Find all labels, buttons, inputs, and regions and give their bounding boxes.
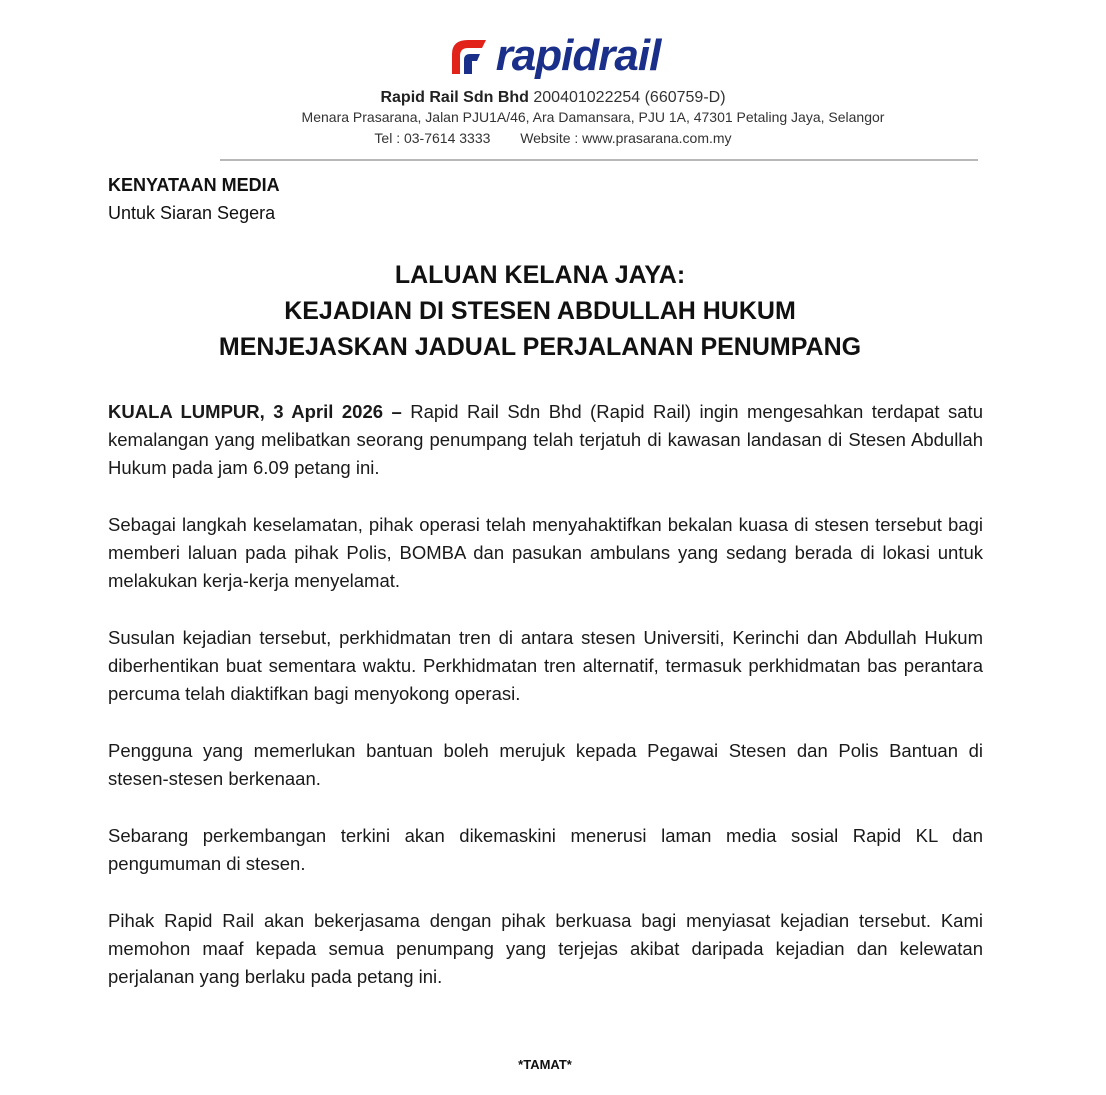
headline-line-1: LALUAN KELANA JAYA: bbox=[394, 261, 686, 289]
rapid-swoosh-icon bbox=[446, 34, 490, 78]
company-registration: 200401022254 (660759-D) bbox=[533, 89, 726, 106]
headline-line-2: KEJADIAN DI STESEN ABDULLAH HUKUM bbox=[284, 297, 796, 325]
paragraph-1-text: Rapid Rail Sdn Bhd (Rapid Rail) ingin mengesahkan terdapat satu kemalangan yang melibatkan seorang penumpang telah terjatuh di kawasan landasan di Stesen Abdullah Hukum pada jam 6.09 petang ini. bbox=[108, 401, 983, 478]
end-mark: *TAMAT* bbox=[518, 1057, 572, 1072]
paragraph-6: Pihak Rapid Rail akan bekerjasama dengan pihak berkuasa bagi menyiasat kejadian tersebut. Kami memohon maaf kepada semua penumpang yang terjejas akibat daripada kejadian dan kelewatan perjalanan yang berlaku pada petang ini. bbox=[108, 910, 983, 987]
headline-line-3: MENJEJASKAN JADUAL PERJALANAN PENUMPANG bbox=[218, 333, 862, 361]
paragraph-4: Pengguna yang memerlukan bantuan boleh merujuk kepada Pegawai Stesen dan Polis Bantuan di stesen-stesen berkenaan. bbox=[108, 740, 983, 789]
company-logo bbox=[446, 28, 661, 84]
release-note: Untuk Siaran Segera bbox=[108, 203, 276, 223]
paragraph-1 bbox=[108, 398, 983, 482]
paragraph-2: Sebagai langkah keselamatan, pihak operasi telah menyahaktifkan bekalan kuasa di stesen tersebut bagi memberi laluan pada pihak Polis, BOMBA dan pasukan ambulans yang sedang berada di lokasi untuk melakukan kerja-kerja menyelamat. bbox=[108, 514, 983, 591]
paragraph-3: Susulan kejadian tersebut, perkhidmatan tren di antara stesen Universiti, Kerinchi dan Abdullah Hukum diberhentikan buat sementara waktu. Perkhidmatan tren alternatif, termasuk perkhidmatan bas perantara percuma telah diaktifkan bagi menyokong operasi. bbox=[108, 627, 983, 704]
dateline: KUALA LUMPUR, 3 April 2026 – bbox=[108, 401, 402, 422]
company-line bbox=[0, 89, 1106, 107]
paragraph-5: Sebarang perkembangan terkini akan dikemaskini menerusi laman media sosial Rapid KL dan pengumuman di stesen. bbox=[108, 825, 983, 874]
website: Website : www.prasarana.com.my bbox=[520, 130, 732, 146]
logo-wordmark: rapidrail bbox=[495, 31, 661, 80]
headline bbox=[100, 257, 980, 365]
statement-type: KENYATAAN MEDIA bbox=[108, 175, 280, 195]
letterhead-divider bbox=[220, 159, 978, 161]
telephone: Tel : 03-7614 3333 bbox=[374, 130, 491, 146]
contact-line bbox=[0, 130, 1106, 146]
letterhead bbox=[0, 28, 1106, 84]
company-name: Rapid Rail Sdn Bhd bbox=[380, 89, 529, 106]
company-address: Menara Prasarana, Jalan PJU1A/46, Ara Damansara, PJU 1A, 47301 Petaling Jaya, Selangor bbox=[301, 109, 885, 125]
